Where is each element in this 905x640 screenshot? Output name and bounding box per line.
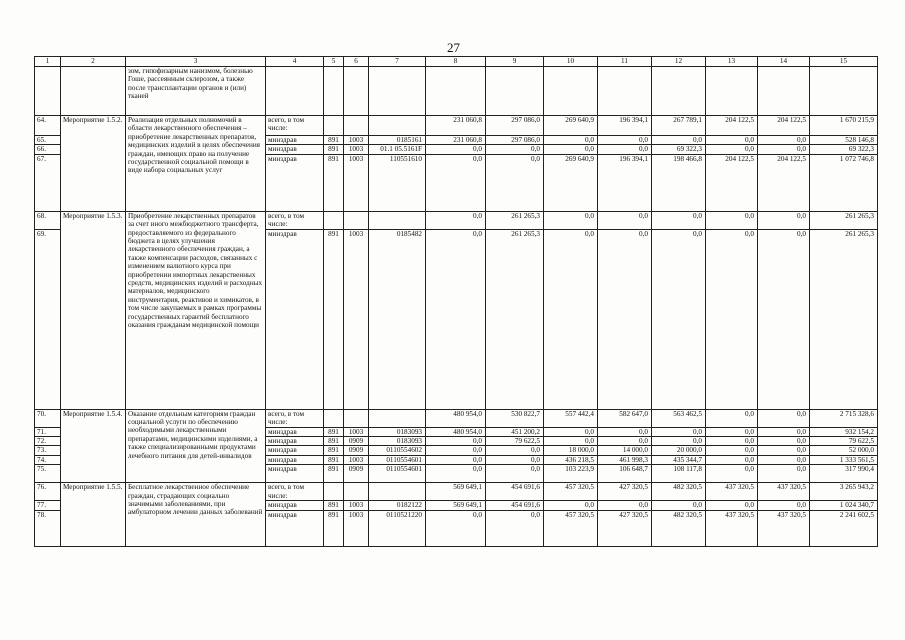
amount-cell-13: 0,0 [706,446,758,455]
amount-cell-14: 437 320,5 [758,483,810,501]
section-code-cell: 1003 [344,145,369,154]
amount-cell-8: 569 649,1 [426,483,486,501]
cont-empty-cell [652,67,706,116]
target-code-cell: 0182122 [369,501,426,510]
amount-cell-14: 0,0 [758,501,810,510]
amount-cell-9: 0,0 [486,510,544,546]
amount-cell-10: 457 320,5 [544,510,598,546]
ministry-code-cell [324,211,344,229]
executor-cell: всего, в том числе: [266,116,324,136]
amount-cell-9: 79 622,5 [486,437,544,446]
amount-cell-10: 0,0 [544,501,598,510]
amount-cell-9: 261 265,3 [486,211,544,229]
amount-cell-13: 0,0 [706,211,758,229]
row-number-cell: 71. [35,427,61,436]
ministry-code-cell: 891 [324,229,344,409]
cont-empty-cell [426,67,486,116]
page-number: 27 [447,40,460,55]
row-number-cell: 75. [35,465,61,483]
executor-cell: минздрав [266,229,324,409]
amount-cell-10: 557 442,4 [544,409,598,427]
cont-empty-cell [324,67,344,116]
amount-cell-8: 0,0 [426,510,486,546]
amount-cell-14: 0,0 [758,446,810,455]
header-cell-6: 6 [344,57,369,67]
amount-cell-12: 69 322,3 [652,145,706,154]
header-cell-9: 9 [486,57,544,67]
header-cell-13: 13 [706,57,758,67]
table-row [35,116,878,136]
amount-cell-15: 2 241 602,5 [810,510,878,546]
ministry-code-cell: 891 [324,437,344,446]
amount-cell-15: 52 000,0 [810,446,878,455]
amount-cell-14: 0,0 [758,136,810,145]
header-cell-8: 8 [426,57,486,67]
amount-cell-13: 204 122,5 [706,154,758,211]
executor-cell: минздрав [266,427,324,436]
amount-cell-14: 0,0 [758,145,810,154]
executor-cell: минздрав [266,145,324,154]
amount-cell-15: 1 670 215,9 [810,116,878,136]
amount-cell-13: 0,0 [706,427,758,436]
header-cell-11: 11 [598,57,652,67]
amount-cell-8: 569 649,1 [426,501,486,510]
target-code-cell: 0110554602 [369,446,426,455]
header-cell-3: 3 [126,57,266,67]
row-number-cell: 74. [35,455,61,464]
amount-cell-13: 0,0 [706,455,758,464]
target-code-cell: 110551610 [369,154,426,211]
amount-cell-14: 0,0 [758,437,810,446]
amount-cell-12: 0,0 [652,211,706,229]
section-code-cell [344,116,369,136]
amount-cell-15: 1 024 340,7 [810,501,878,510]
header-cell-1: 1 [35,57,61,67]
amount-cell-13: 204 122,5 [706,116,758,136]
header-cell-5: 5 [324,57,344,67]
cont-empty-cell [810,67,878,116]
amount-cell-9: 261 265,3 [486,229,544,409]
amount-cell-15: 2 715 328,6 [810,409,878,427]
target-code-cell [369,483,426,501]
section-code-cell: 1003 [344,154,369,211]
ministry-code-cell: 891 [324,136,344,145]
target-code-cell: 0183093 [369,437,426,446]
amount-cell-12: 267 789,1 [652,116,706,136]
amount-cell-12: 0,0 [652,501,706,510]
amount-cell-11: 196 394,1 [598,116,652,136]
amount-cell-15: 317 990,4 [810,465,878,483]
ministry-code-cell [324,483,344,501]
cont-empty-cell [706,67,758,116]
amount-cell-9: 530 822,7 [486,409,544,427]
row-number-cell: 77. [35,501,61,510]
amount-cell-9: 451 200,2 [486,427,544,436]
amount-cell-11: 0,0 [598,211,652,229]
amount-cell-13: 0,0 [706,409,758,427]
row-number-cell: 64. [35,116,61,136]
target-code-cell: 01.1 05.5161F [369,145,426,154]
event-name-cell: Мероприятие 1.5.5. [61,483,126,546]
amount-cell-12: 435 344,7 [652,455,706,464]
section-code-cell: 0909 [344,446,369,455]
table-row [35,483,878,501]
section-code-cell: 1003 [344,501,369,510]
amount-cell-10: 0,0 [544,145,598,154]
amount-cell-12: 198 466,8 [652,154,706,211]
cont-empty-cell [369,67,426,116]
amount-cell-13: 0,0 [706,136,758,145]
amount-cell-14: 0,0 [758,229,810,409]
amount-cell-13: 437 320,5 [706,483,758,501]
cont-num-cell [35,67,61,116]
amount-cell-11: 427 320,5 [598,483,652,501]
amount-cell-9: 0,0 [486,455,544,464]
event-name-cell: Мероприятие 1.5.2. [61,116,126,212]
header-cell-10: 10 [544,57,598,67]
amount-cell-11: 461 998,3 [598,455,652,464]
amount-cell-12: 0,0 [652,427,706,436]
amount-cell-11: 106 648,7 [598,465,652,483]
amount-cell-12: 108 117,8 [652,465,706,483]
amount-cell-11: 0,0 [598,427,652,436]
section-code-cell: 1003 [344,136,369,145]
amount-cell-8: 0,0 [426,229,486,409]
event-description-cell: Оказание отдельным категориям граждан социальной услуги по обеспечению необходимыми лекарственными препаратами, медицинскими изделиями, а также специализированными продуктами лечебного питания для детей-инвалидов [126,409,266,483]
amount-cell-10: 269 640,9 [544,154,598,211]
executor-cell: минздрав [266,455,324,464]
amount-cell-15: 528 146,8 [810,136,878,145]
ministry-code-cell [324,116,344,136]
amount-cell-13: 0,0 [706,145,758,154]
amount-cell-11: 14 000,0 [598,446,652,455]
amount-cell-15: 932 154,2 [810,427,878,436]
amount-cell-11: 0,0 [598,145,652,154]
amount-cell-10: 103 223,9 [544,465,598,483]
ministry-code-cell: 891 [324,446,344,455]
amount-cell-10: 269 640,9 [544,116,598,136]
amount-cell-8: 480 954,0 [426,427,486,436]
cont-empty-cell [266,67,324,116]
amount-cell-8: 0,0 [426,446,486,455]
executor-cell: всего, в том числе: [266,483,324,501]
amount-cell-14: 204 122,5 [758,116,810,136]
amount-cell-8: 0,0 [426,465,486,483]
ministry-code-cell: 891 [324,501,344,510]
amount-cell-13: 0,0 [706,465,758,483]
amount-cell-10: 0,0 [544,211,598,229]
amount-cell-11: 0,0 [598,501,652,510]
row-number-cell: 68. [35,211,61,229]
section-code-cell: 1003 [344,455,369,464]
row-number-cell: 66. [35,145,61,154]
section-code-cell: 0909 [344,437,369,446]
cont-empty-cell [344,67,369,116]
amount-cell-13: 0,0 [706,501,758,510]
amount-cell-12: 482 320,5 [652,510,706,546]
amount-cell-11: 196 394,1 [598,154,652,211]
target-code-cell: 0110554601 [369,455,426,464]
executor-cell: минздрав [266,510,324,546]
amount-cell-9: 454 691,6 [486,483,544,501]
table-row [35,211,878,229]
amount-cell-15: 261 265,3 [810,229,878,409]
row-number-cell: 76. [35,483,61,501]
amount-cell-9: 297 086,0 [486,116,544,136]
amount-cell-14: 204 122,5 [758,154,810,211]
ministry-code-cell: 891 [324,465,344,483]
amount-cell-8: 480 954,0 [426,409,486,427]
header-cell-15: 15 [810,57,878,67]
event-name-cell: Мероприятие 1.5.3. [61,211,126,409]
amount-cell-9: 297 086,0 [486,136,544,145]
header-cell-12: 12 [652,57,706,67]
amount-cell-10: 0,0 [544,136,598,145]
section-code-cell [344,211,369,229]
row-number-cell: 73. [35,446,61,455]
amount-cell-11: 0,0 [598,229,652,409]
amount-cell-12: 0,0 [652,229,706,409]
target-code-cell [369,409,426,427]
amount-cell-10: 457 320,5 [544,483,598,501]
header-cell-4: 4 [266,57,324,67]
ministry-code-cell [324,409,344,427]
event-description-cell: Бесплатное лекарственное обеспечение граждан, страдающих социально значимыми заболеваниями, при амбулаторном лечении данных заболеваний [126,483,266,546]
header-row [35,57,878,67]
amount-cell-15: 1 072 746,8 [810,154,878,211]
executor-cell: минздрав [266,465,324,483]
amount-cell-14: 0,0 [758,409,810,427]
row-number-cell: 70. [35,409,61,427]
target-code-cell: 0185161 [369,136,426,145]
section-code-cell: 1003 [344,427,369,436]
row-number-cell: 69. [35,229,61,409]
amount-cell-15: 69 322,3 [810,145,878,154]
amount-cell-9: 454 691,6 [486,501,544,510]
budget-table [34,56,878,547]
amount-cell-11: 427 320,5 [598,510,652,546]
amount-cell-9: 0,0 [486,446,544,455]
cont-empty-cell [758,67,810,116]
amount-cell-14: 0,0 [758,211,810,229]
amount-cell-12: 0,0 [652,136,706,145]
section-code-cell [344,483,369,501]
amount-cell-8: 231 060,8 [426,116,486,136]
executor-cell: минздрав [266,437,324,446]
ministry-code-cell: 891 [324,455,344,464]
cont-empty-cell [598,67,652,116]
amount-cell-9: 0,0 [486,145,544,154]
ministry-code-cell: 891 [324,427,344,436]
header-cell-7: 7 [369,57,426,67]
amount-cell-13: 437 320,5 [706,510,758,546]
amount-cell-12: 20 000,0 [652,446,706,455]
amount-cell-14: 437 320,5 [758,510,810,546]
continuation-row [35,67,878,116]
amount-cell-8: 231 060,8 [426,136,486,145]
ministry-code-cell: 891 [324,145,344,154]
amount-cell-8: 0,0 [426,145,486,154]
target-code-cell: 0110554601 [369,465,426,483]
executor-cell: минздрав [266,136,324,145]
row-number-cell: 67. [35,154,61,211]
event-description-cell: Реализация отдельных полномочий в области лекарственного обеспечения – приобретение лекарственных препаратов, медицинских изделий в целях обеспечения граждан, имеющих право на получение государственной социальной помощи в виде набора социальных услуг [126,116,266,212]
header-cell-14: 14 [758,57,810,67]
amount-cell-12: 0,0 [652,437,706,446]
header-cell-2: 2 [61,57,126,67]
amount-cell-13: 0,0 [706,229,758,409]
executor-cell: минздрав [266,501,324,510]
amount-cell-14: 0,0 [758,465,810,483]
amount-cell-14: 0,0 [758,455,810,464]
cont-empty-cell [486,67,544,116]
ministry-code-cell: 891 [324,510,344,546]
amount-cell-9: 0,0 [486,465,544,483]
amount-cell-10: 436 218,5 [544,455,598,464]
amount-cell-9: 0,0 [486,154,544,211]
target-code-cell: 0185482 [369,229,426,409]
amount-cell-8: 0,0 [426,211,486,229]
amount-cell-15: 3 265 943,2 [810,483,878,501]
cont-empty-cell [544,67,598,116]
amount-cell-12: 482 320,5 [652,483,706,501]
row-number-cell: 72. [35,437,61,446]
section-code-cell [344,409,369,427]
amount-cell-15: 79 622,5 [810,437,878,446]
amount-cell-10: 0,0 [544,437,598,446]
executor-cell: всего, в том числе: [266,211,324,229]
amount-cell-10: 0,0 [544,427,598,436]
target-code-cell: 0183093 [369,427,426,436]
executor-cell: минздрав [266,446,324,455]
amount-cell-10: 18 000,0 [544,446,598,455]
amount-cell-11: 0,0 [598,437,652,446]
table-row [35,409,878,427]
amount-cell-8: 0,0 [426,437,486,446]
row-number-cell: 65. [35,136,61,145]
section-code-cell: 0909 [344,465,369,483]
row-number-cell: 78. [35,510,61,546]
executor-cell: всего, в том числе: [266,409,324,427]
amount-cell-12: 563 462,5 [652,409,706,427]
target-code-cell: 0110521220 [369,510,426,546]
amount-cell-15: 261 265,3 [810,211,878,229]
amount-cell-11: 582 647,0 [598,409,652,427]
event-description-cell: Приобретение лекарственных препаратов за счет иного межбюджетного трансферта, предоставляемого из федерального бюджета в целях улучшения лекарственного обеспечения граждан, а также компенсации расходов, связанных с изменением валютного курса при приобретении импортных лекарственных средств, медицинских изделий и расходных материалов, медицинского инструментария, реактивов и химикатов, в том числе закупаемых в рамках программы государственных гарантий бесплатного оказания гражданам медицинской помощи [126,211,266,409]
amount-cell-10: 0,0 [544,229,598,409]
event-name-cell: Мероприятие 1.5.4. [61,409,126,483]
executor-cell: минздрав [266,154,324,211]
cont-desc-cell: зом, гипофизарным нанизмом, болезнью Гоше, рассеянным склерозом, а также после трансплантации органов и (или) тканей [126,67,266,116]
cont-event-cell [61,67,126,116]
section-code-cell: 1003 [344,229,369,409]
ministry-code-cell: 891 [324,154,344,211]
target-code-cell [369,211,426,229]
section-code-cell: 1003 [344,510,369,546]
amount-cell-15: 1 333 561,5 [810,455,878,464]
amount-cell-8: 0,0 [426,154,486,211]
target-code-cell [369,116,426,136]
amount-cell-13: 0,0 [706,437,758,446]
amount-cell-11: 0,0 [598,136,652,145]
amount-cell-8: 0,0 [426,455,486,464]
amount-cell-14: 0,0 [758,427,810,436]
